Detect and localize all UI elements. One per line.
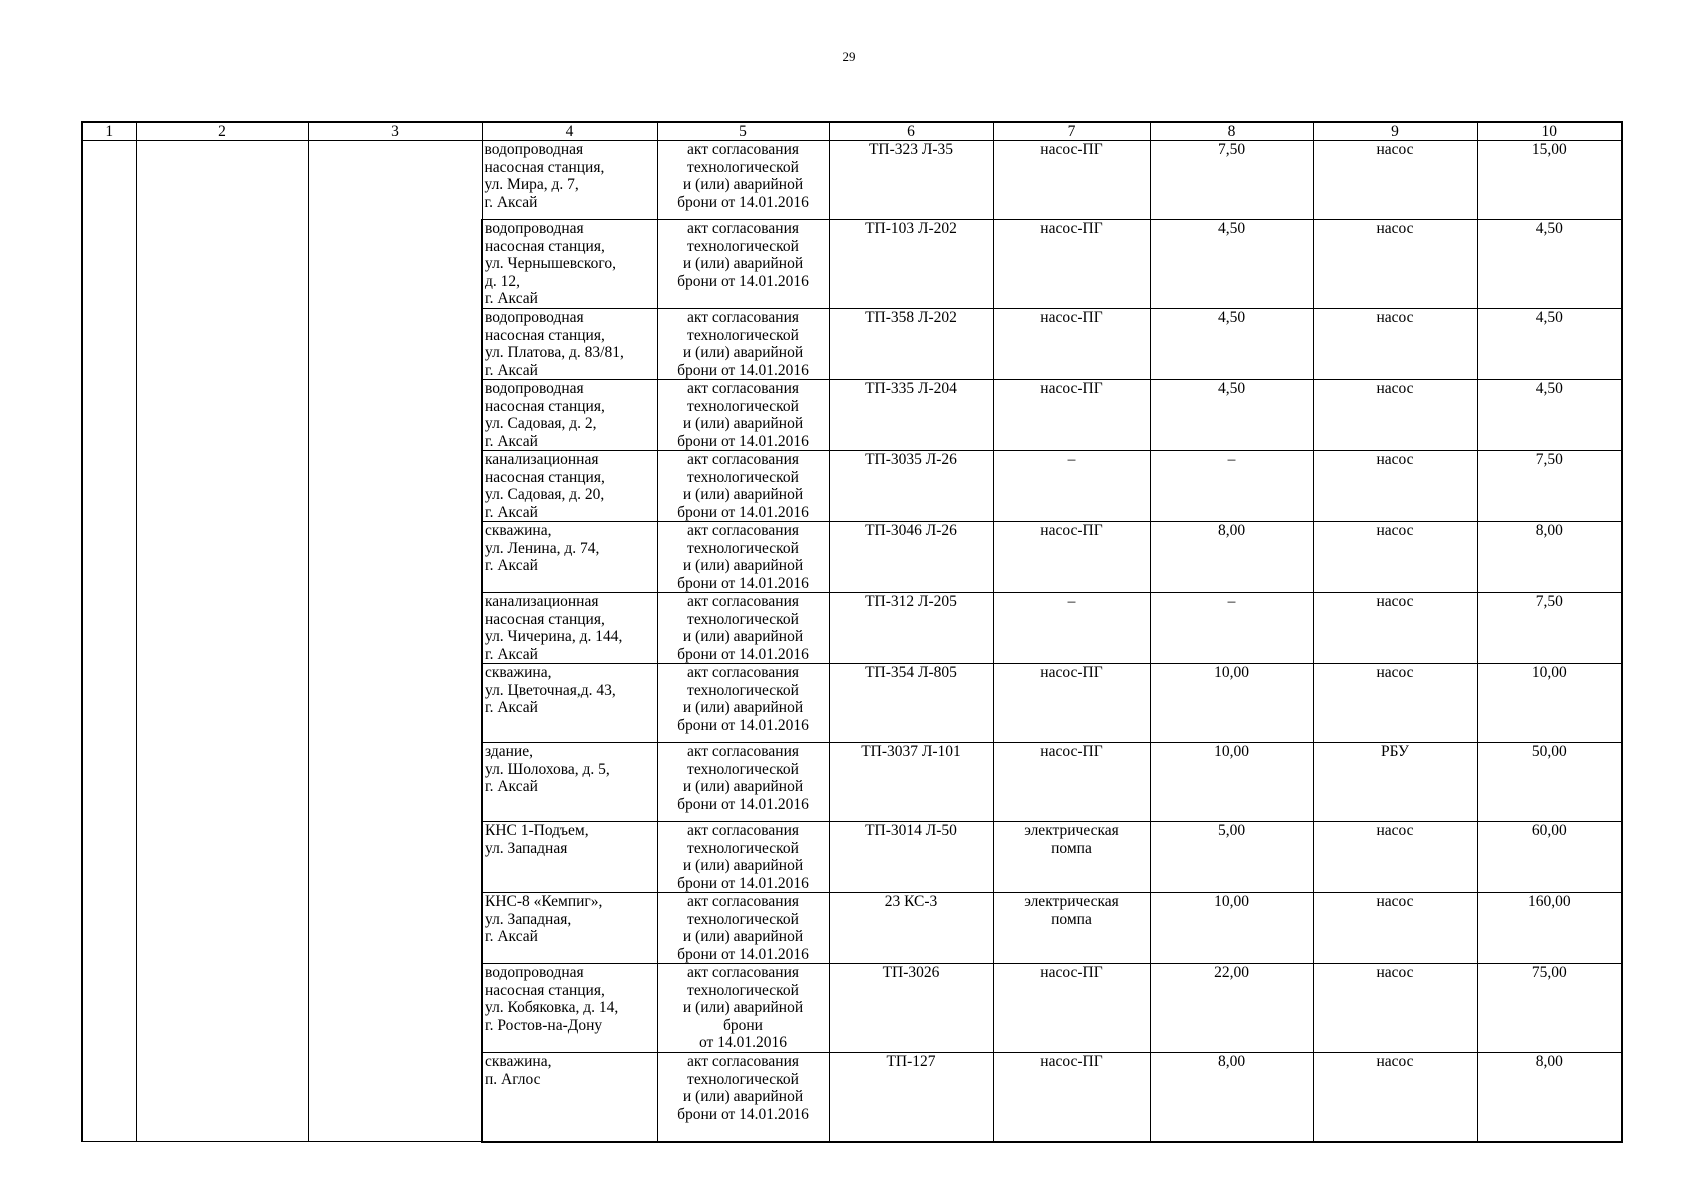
empty-column-3-cell	[308, 141, 482, 1142]
cell-c10: 4,50	[1477, 220, 1622, 309]
table-row	[82, 141, 1622, 220]
cell-c8: 4,50	[1150, 380, 1313, 451]
cell-c5: акт согласования технологической и (или) аварийной брони от 14.01.2016	[657, 593, 829, 664]
cell-c7: насос-ПГ	[993, 964, 1150, 1053]
cell-c4: здание, ул. Шолохова, д. 5, г. Аксай	[482, 743, 657, 822]
cell-c4: КНС 1-Подъем, ул. Западная	[482, 822, 657, 893]
cell-c7: насос-ПГ	[993, 522, 1150, 593]
cell-c5: акт согласования технологической и (или) аварийной брони от 14.01.2016	[657, 664, 829, 743]
cell-c5: акт согласования технологической и (или) аварийной брони от 14.01.2016	[657, 220, 829, 309]
cell-c8: 4,50	[1150, 220, 1313, 309]
cell-c10: 75,00	[1477, 964, 1622, 1053]
cell-c10: 15,00	[1477, 141, 1622, 220]
cell-c4: водопроводная насосная станция, ул. Платова, д. 83/81, г. Аксай	[482, 309, 657, 380]
cell-c9: насос	[1313, 380, 1477, 451]
cell-c5: акт согласования технологической и (или) аварийной брони от 14.01.2016	[657, 964, 829, 1053]
cell-c9: насос	[1313, 964, 1477, 1053]
header-cell: 6	[829, 122, 993, 141]
cell-c5: акт согласования технологической и (или) аварийной брони от 14.01.2016	[657, 309, 829, 380]
cell-c4: водопроводная насосная станция, ул. Кобяковка, д. 14, г. Ростов-на-Дону	[482, 964, 657, 1053]
cell-c8: 4,50	[1150, 309, 1313, 380]
cell-c8: 8,00	[1150, 522, 1313, 593]
cell-c10: 50,00	[1477, 743, 1622, 822]
cell-c5: акт согласования технологической и (или) аварийной брони от 14.01.2016	[657, 522, 829, 593]
page-number: 29	[842, 49, 856, 64]
cell-c8: 10,00	[1150, 743, 1313, 822]
cell-c6: ТП-358 Л-202	[829, 309, 993, 380]
data-table	[81, 121, 1623, 1143]
cell-c6: ТП-3046 Л-26	[829, 522, 993, 593]
cell-c5: акт согласования технологической и (или) аварийной брони от 14.01.2016	[657, 141, 829, 220]
cell-c9: РБУ	[1313, 743, 1477, 822]
header-cell: 4	[482, 122, 657, 141]
cell-c9: насос	[1313, 664, 1477, 743]
cell-c7: насос-ПГ	[993, 309, 1150, 380]
empty-column-2-cell	[136, 141, 308, 1142]
cell-c4: скважина, ул. Ленина, д. 74, г. Аксай	[482, 522, 657, 593]
cell-c6: ТП-335 Л-204	[829, 380, 993, 451]
cell-c7: электрическая помпа	[993, 893, 1150, 964]
cell-c10: 60,00	[1477, 822, 1622, 893]
cell-c6: ТП-3014 Л-50	[829, 822, 993, 893]
cell-c7: насос-ПГ	[993, 743, 1150, 822]
cell-c6: ТП-3026	[829, 964, 993, 1053]
cell-c8: –	[1150, 451, 1313, 522]
header-cell: 10	[1477, 122, 1622, 141]
cell-c6: ТП-3037 Л-101	[829, 743, 993, 822]
cell-c8: 10,00	[1150, 664, 1313, 743]
cell-c7: насос-ПГ	[993, 380, 1150, 451]
cell-c7: насос-ПГ	[993, 1053, 1150, 1142]
cell-c9: насос	[1313, 893, 1477, 964]
cell-c7: насос-ПГ	[993, 141, 1150, 220]
cell-c9: насос	[1313, 593, 1477, 664]
cell-c9: насос	[1313, 822, 1477, 893]
cell-c8: 22,00	[1150, 964, 1313, 1053]
header-cell: 3	[308, 122, 482, 141]
cell-c5: акт согласования технологической и (или) аварийной брони от 14.01.2016	[657, 743, 829, 822]
cell-c9: насос	[1313, 220, 1477, 309]
cell-c8: 10,00	[1150, 893, 1313, 964]
cell-c8: 8,00	[1150, 1053, 1313, 1142]
header-cell: 5	[657, 122, 829, 141]
cell-c4: водопроводная насосная станция, ул. Чернышевского, д. 12, г. Аксай	[482, 220, 657, 309]
cell-c10: 4,50	[1477, 309, 1622, 380]
cell-c7: –	[993, 593, 1150, 664]
cell-c4: скважина, п. Аглос	[482, 1053, 657, 1142]
empty-column-1-cell	[82, 141, 136, 1142]
cell-c10: 4,50	[1477, 380, 1622, 451]
cell-c9: насос	[1313, 522, 1477, 593]
cell-c6: ТП-323 Л-35	[829, 141, 993, 220]
cell-c9: насос	[1313, 141, 1477, 220]
cell-c10: 160,00	[1477, 893, 1622, 964]
cell-c4: водопроводная насосная станция, ул. Мира, д. 7, г. Аксай	[482, 141, 657, 220]
header-cell: 2	[136, 122, 308, 141]
cell-c10: 10,00	[1477, 664, 1622, 743]
cell-c6: 23 КС-3	[829, 893, 993, 964]
cell-c7: насос-ПГ	[993, 220, 1150, 309]
header-cell: 8	[1150, 122, 1313, 141]
header-row	[82, 122, 1622, 141]
cell-c8: –	[1150, 593, 1313, 664]
cell-c8: 7,50	[1150, 141, 1313, 220]
cell-c10: 7,50	[1477, 451, 1622, 522]
cell-c9: насос	[1313, 309, 1477, 380]
cell-c5: акт согласования технологической и (или) аварийной брони от 14.01.2016	[657, 380, 829, 451]
cell-c6: ТП-127	[829, 1053, 993, 1142]
cell-c9: насос	[1313, 451, 1477, 522]
cell-c7: электрическая помпа	[993, 822, 1150, 893]
cell-c6: ТП-354 Л-805	[829, 664, 993, 743]
cell-c7: насос-ПГ	[993, 664, 1150, 743]
cell-c4: канализационная насосная станция, ул. Садовая, д. 20, г. Аксай	[482, 451, 657, 522]
cell-c8: 5,00	[1150, 822, 1313, 893]
cell-c7: –	[993, 451, 1150, 522]
cell-c6: ТП-103 Л-202	[829, 220, 993, 309]
cell-c4: скважина, ул. Цветочная,д. 43, г. Аксай	[482, 664, 657, 743]
cell-c6: ТП-312 Л-205	[829, 593, 993, 664]
cell-c4: водопроводная насосная станция, ул. Садовая, д. 2, г. Аксай	[482, 380, 657, 451]
cell-c9: насос	[1313, 1053, 1477, 1142]
cell-c6: ТП-3035 Л-26	[829, 451, 993, 522]
header-cell: 9	[1313, 122, 1477, 141]
cell-c5: акт согласования технологической и (или) аварийной брони от 14.01.2016	[657, 822, 829, 893]
cell-c5: акт согласования технологической и (или) аварийной брони от 14.01.2016	[657, 451, 829, 522]
header-cell: 1	[82, 122, 136, 141]
cell-c4: канализационная насосная станция, ул. Чичерина, д. 144, г. Аксай	[482, 593, 657, 664]
cell-c10: 8,00	[1477, 1053, 1622, 1142]
cell-c10: 7,50	[1477, 593, 1622, 664]
cell-c4: КНС-8 «Кемпиг», ул. Западная, г. Аксай	[482, 893, 657, 964]
cell-c10: 8,00	[1477, 522, 1622, 593]
header-cell: 7	[993, 122, 1150, 141]
cell-c5: акт согласования технологической и (или) аварийной брони от 14.01.2016	[657, 1053, 829, 1142]
cell-c5: акт согласования технологической и (или) аварийной брони от 14.01.2016	[657, 893, 829, 964]
